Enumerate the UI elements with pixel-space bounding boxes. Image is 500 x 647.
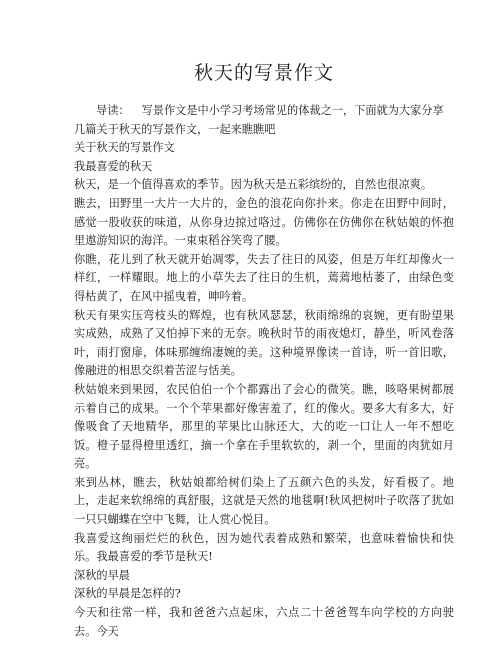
paragraph: 来到丛林，瞧去，秋姑娘都给树们染上了五颜六色的头发，好看极了。地上，走起来软绵绵的真舒服，这就是天然的地毯啊!秋风把树叶子吹落了犹如一只只蝴蝶在空中飞舞，让人赏心悦目。	[74, 475, 454, 527]
paragraph: 今天和往常一样，我和爸爸六点起床，六点二十爸爸驾车向学校的方向驶去。今天	[74, 606, 454, 638]
document-title: 秋天的写景作文	[193, 62, 334, 84]
paragraph: 我最喜爱的秋天	[74, 159, 153, 173]
paragraph: 秋天有果实压弯枝头的辉煌，也有秋风瑟瑟，秋雨绵绵的哀婉，更有盼望果实成熟，成熟了又怕掉下来的无奈。晚秋时节的雨夜熄灯，静坐，听风卷落叶，雨打窗扉，体味那缠绵凄婉的美。这种境界像读一首诗，听一首旧歌，像融进的相思交织着苦涩与恬美。	[74, 308, 454, 378]
paragraph: 我喜爱这绚丽烂烂的秋色，因为她代表着成熟和繁荣，也意味着愉快和快乐。我最喜爱的季节是秋天!	[74, 531, 454, 564]
lead-label: 导读：	[96, 104, 130, 117]
paragraph: 瞧去，田野里一大片一大片的，金色的浪花向你扑来。你走在田野中间时，感觉一股收获的味道，从你身边掠过咯过。仿佛你在仿佛你在秋姑娘的怀抱里遨游知识的海洋。一束束稻谷笑弯了腰。	[74, 196, 454, 248]
paragraph: 深秋的早晨	[74, 568, 130, 582]
paragraph: 深秋的早晨是怎样的?	[74, 587, 181, 601]
paragraph: 秋姑娘来到果园，农民伯伯一个个都露出了会心的微笑。瞧，咳咯果树都展示着自己的成果。一个个苹果都好像害羞了，红的像火。要多大有多大，好像吸食了天地精华，那里的苹果比山脉还大，大的吃一口让人一年不想吃饭。橙子显得橙里透红，摘一个拿在手里软软的，剥一个，里面的肉犹如月亮。	[74, 382, 454, 471]
lead-text: 写景作文是中小学习考场常见的体裁之一，下面就为大家分享几篇关于秋天的写景作文，一起来瞧瞧吧	[74, 104, 444, 136]
lead-paragraph	[74, 102, 454, 139]
paragraph: 你瞧，花儿到了秋天就开始凋零，失去了往日的风姿，但是万年红却像火一样红，一样耀眼。地上的小草失去了往日的生机，蔫蔫地枯萎了，由绿色变得枯黄了，在风中摇曳着，呻吟着。	[74, 252, 454, 303]
paragraph: 关于秋天的写景作文	[74, 141, 175, 155]
paragraph: 秋天，是一个值得喜欢的季节。因为秋天是五彩缤纷的，自然也很凉爽。	[74, 178, 433, 192]
